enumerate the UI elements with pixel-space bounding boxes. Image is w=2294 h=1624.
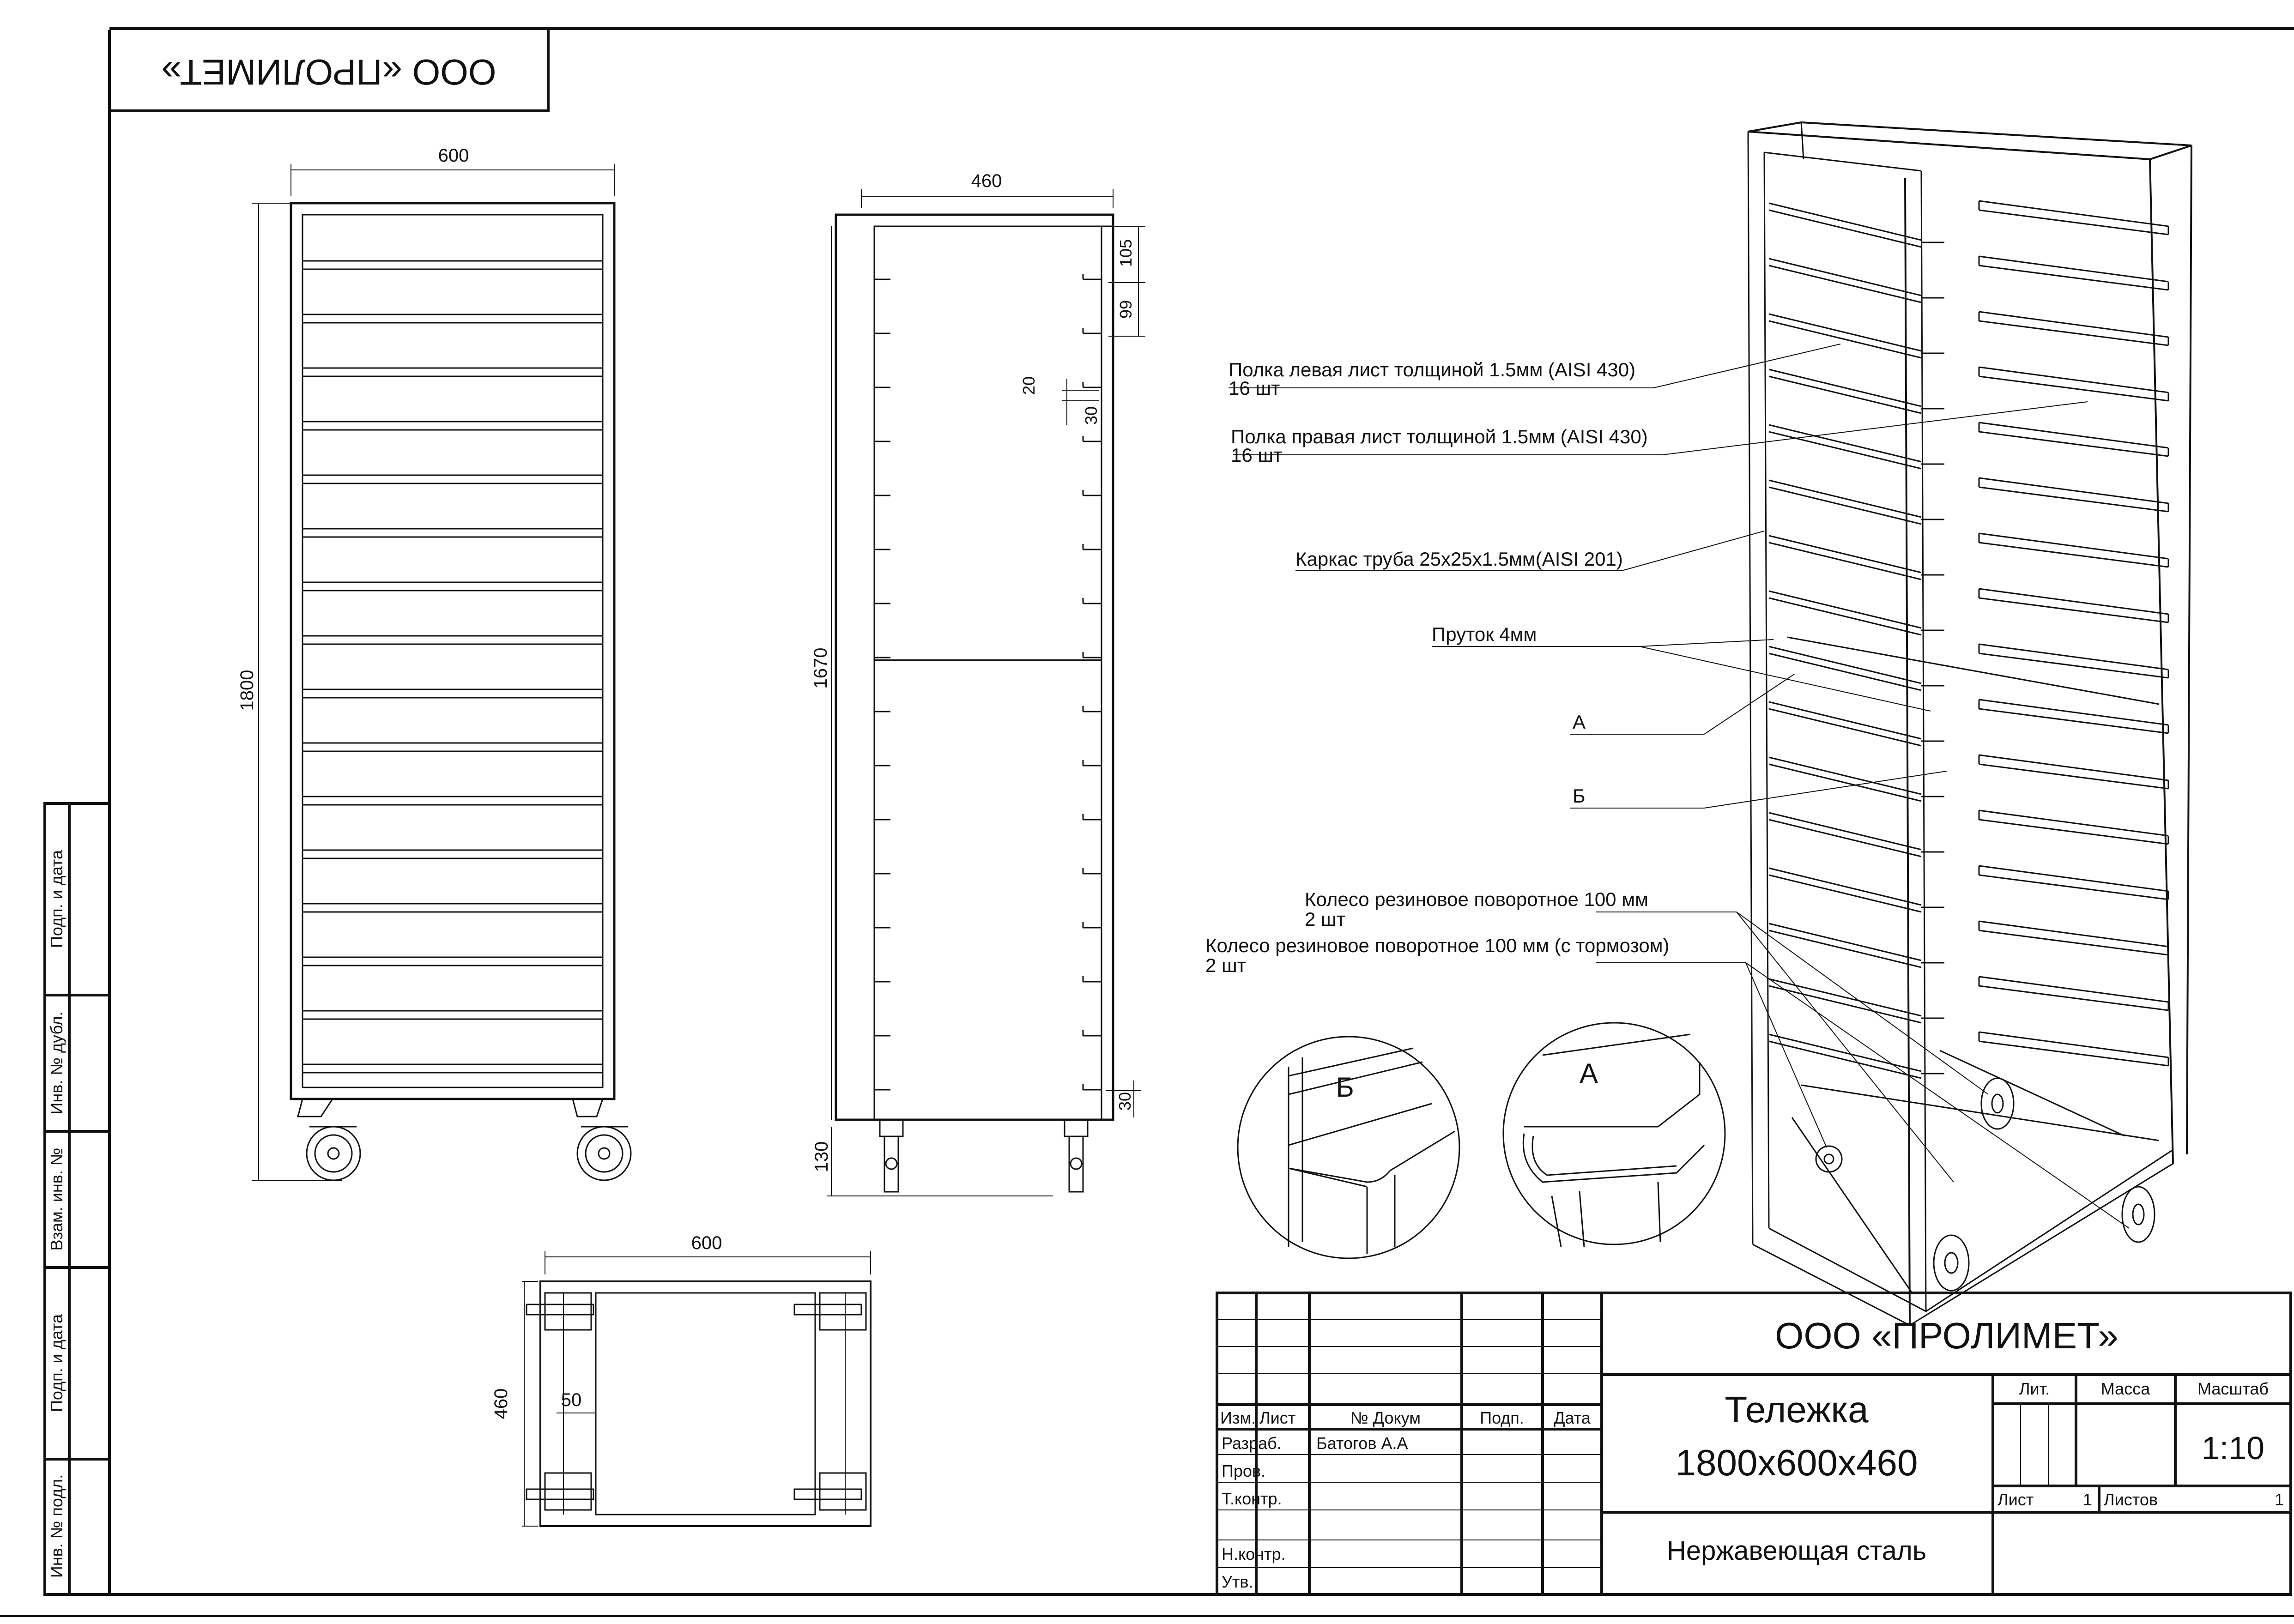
plan-depth-dim: 460	[491, 1388, 511, 1419]
iso-shelf-left	[1769, 1034, 1921, 1071]
plan-view	[522, 1251, 871, 1526]
side-view	[827, 189, 1145, 1196]
tb-sheets-no: 1	[2274, 1490, 2284, 1509]
callout-shelf-right: Полка правая лист толщиной 1.5мм (AISI 430)	[1231, 426, 1648, 447]
iso-shelf-left	[1769, 203, 1921, 240]
tb-col-doc: № Докум	[1350, 1408, 1421, 1427]
detail-b	[1238, 1037, 1459, 1258]
iso-shelf-left	[1769, 321, 1921, 358]
iso-shelf-left	[1769, 646, 1921, 683]
tb-razrab: Разраб.	[1222, 1434, 1282, 1453]
tb-col-date: Дата	[1554, 1408, 1591, 1427]
callout-shelf-left-qty: 16 шт	[1229, 377, 1280, 399]
tb-sheets-label: Листов	[2104, 1490, 2158, 1509]
side-runner-height-dim: 20	[1019, 376, 1038, 395]
iso-shelf-left	[1769, 266, 1921, 302]
iso-shelf-left	[1769, 924, 1921, 960]
iso-shelf-left	[1769, 536, 1921, 573]
tb-col-sign: Подп.	[1480, 1408, 1524, 1427]
tb-sheet-label: Лист	[1997, 1490, 2034, 1509]
tb-material: Нержавеющая сталь	[1666, 1536, 1927, 1566]
iso-shelf-left	[1769, 820, 1921, 857]
side-depth-dim: 460	[971, 171, 1002, 191]
side-bottom-gap-dim: 30	[1115, 1092, 1134, 1111]
tb-sheet-no: 1	[2082, 1490, 2092, 1509]
plan-caster-br	[794, 1473, 866, 1510]
callout-rod: Пруток 4мм	[1432, 623, 1537, 645]
iso-shelf-left	[1769, 930, 1921, 967]
tb-title-line2: 1800х600х460	[1675, 1442, 1918, 1483]
iso-shelf-left	[1769, 653, 1921, 690]
tb-col-list: Лист	[1259, 1408, 1296, 1427]
front-width-dim: 600	[438, 145, 469, 166]
iso-shelf-left	[1769, 376, 1921, 413]
callout-shelf-right-qty: 16 шт	[1231, 444, 1283, 466]
front-dims	[252, 164, 614, 1181]
plan-width-dim: 600	[691, 1233, 722, 1253]
side-stamp-vzam-inv: Взам. инв. №	[47, 1147, 66, 1251]
iso-wheels	[1816, 1078, 2155, 1291]
tb-massa: Масса	[2100, 1379, 2150, 1398]
side-stamp-inv-dubl: Инв. № дубл.	[47, 1011, 66, 1115]
callout-wheel-qty: 2 шт	[1305, 908, 1345, 930]
tb-masshtab: Масштаб	[2197, 1379, 2269, 1398]
tb-title-line1: Тележка	[1725, 1389, 1869, 1430]
plan-caster-tl	[527, 1293, 593, 1330]
front-wheel-right	[573, 1099, 631, 1180]
callout-b: Б	[1573, 785, 1586, 807]
side-runner-marks	[874, 274, 1102, 1090]
iso-shelf-left	[1769, 259, 1921, 296]
iso-shelves	[1769, 201, 2168, 1078]
tb-utv: Утв.	[1222, 1572, 1253, 1591]
iso-shelf-left	[1769, 813, 1921, 850]
iso-shelf-left	[1769, 986, 1921, 1023]
tb-nkontr: Н.контр.	[1222, 1545, 1286, 1564]
tb-lit: Лит.	[2019, 1379, 2050, 1398]
detail-b-label: Б	[1336, 1072, 1354, 1103]
tb-prov: Пров.	[1222, 1461, 1266, 1480]
iso-shelf-left	[1769, 757, 1921, 794]
side-top-gap-dim: 105	[1116, 239, 1135, 267]
iso-shelf-left	[1769, 487, 1921, 524]
tb-company: ООО «ПРОЛИМЕТ»	[1775, 1315, 2118, 1356]
tb-tkontr: Т.контр.	[1222, 1489, 1282, 1508]
callout-wheel: Колесо резиновое поворотное 100 мм	[1305, 888, 1648, 910]
tb-col-izm: Изм.	[1220, 1408, 1256, 1427]
isometric-view	[1748, 122, 2191, 1325]
iso-shelf-left	[1769, 598, 1921, 635]
iso-shelf-left	[1769, 591, 1921, 628]
side-stamp-podp-data-2: Подп. и дата	[47, 850, 66, 948]
callout-frame: Каркас труба 25х25х1.5мм(AISI 201)	[1295, 548, 1623, 570]
tb-scale: 1:10	[2201, 1430, 2265, 1466]
mirrored-company-stamp: ООО «ПРОЛИМЕТ»	[161, 52, 496, 93]
iso-shelf-left	[1769, 875, 1921, 912]
callout-shelf-left: Полка левая лист толщиной 1.5мм (AISI 430)	[1229, 359, 1636, 380]
plan-caster-tr	[794, 1293, 866, 1330]
iso-shelf-left	[1769, 425, 1921, 462]
side-stamp-podp-data-1: Подп. и дата	[47, 1314, 66, 1413]
iso-shelf-left	[1769, 868, 1921, 905]
iso-shelf-left	[1769, 764, 1921, 801]
iso-shelf-left	[1769, 210, 1921, 247]
side-wheel-dim: 130	[811, 1141, 832, 1172]
side-runner-length-dim: 30	[1082, 406, 1101, 425]
plan-caster-bl	[527, 1473, 593, 1510]
detail-a	[1503, 1023, 1725, 1247]
sheet-frame	[0, 29, 2294, 1616]
side-pitch-dim: 99	[1116, 300, 1135, 319]
callout-wheel-brake: Колесо резиновое поворотное 100 мм (с тормозом)	[1205, 935, 1670, 956]
front-wheel-left	[298, 1099, 360, 1180]
iso-shelf-left	[1769, 480, 1921, 517]
tb-razrab-name: Батогов А.А	[1316, 1434, 1408, 1453]
iso-shelf-left	[1769, 369, 1921, 406]
detail-a-label: А	[1579, 1058, 1598, 1089]
callout-wheel-brake-qty: 2 шт	[1205, 954, 1246, 976]
iso-shelf-left	[1769, 709, 1921, 746]
side-wheels	[880, 1120, 1088, 1192]
front-view	[252, 164, 631, 1181]
iso-shelf-left	[1769, 314, 1921, 351]
front-height-dim: 1800	[237, 670, 257, 711]
front-shelf-lines	[303, 261, 603, 1073]
iso-shelf-left	[1769, 979, 1921, 1016]
plan-gap-dim: 50	[561, 1390, 582, 1410]
iso-shelf-left	[1769, 432, 1921, 469]
callout-a: А	[1573, 711, 1586, 733]
side-height-dim: 1670	[811, 647, 831, 689]
iso-shelf-left	[1769, 543, 1921, 580]
iso-shelf-left	[1769, 702, 1921, 739]
side-stamp-inv-podl: Инв. № подл.	[47, 1474, 66, 1578]
